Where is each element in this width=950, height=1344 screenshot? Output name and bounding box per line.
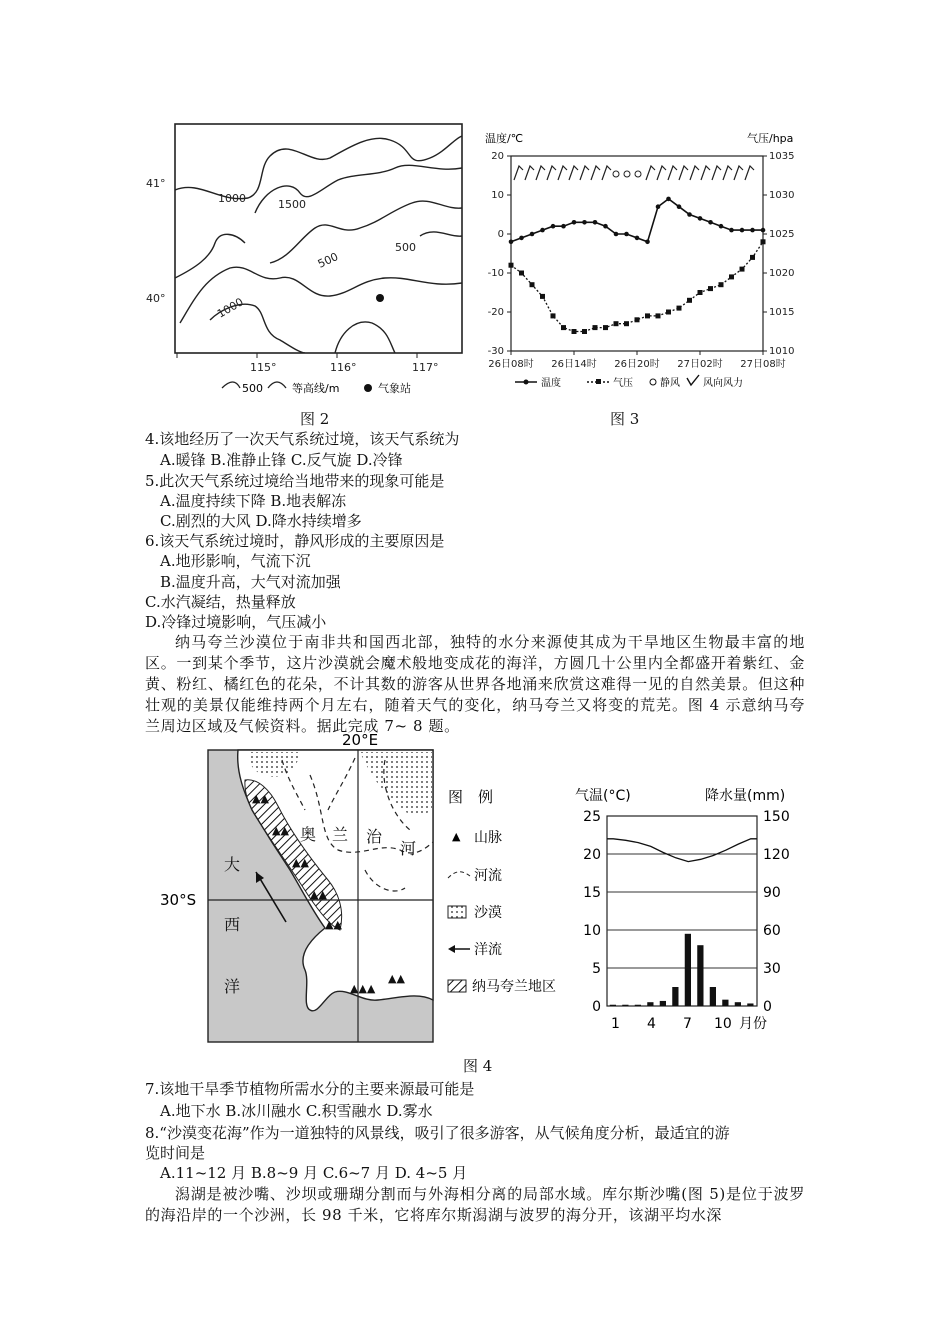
q6-option-a: A.地形影响，气流下沉 xyxy=(160,552,311,570)
legend-wind-text: 风向风力 xyxy=(703,378,743,389)
precipitation-bar xyxy=(735,1002,741,1006)
legend-mountain-text: 山脉 xyxy=(474,830,502,846)
left-axis-tick-label: 20 xyxy=(491,151,504,162)
left-axis-tick-label: 10 xyxy=(583,923,601,939)
pressure-point xyxy=(624,321,629,326)
right-axis-title: 气压/hpa xyxy=(747,132,794,145)
left-axis-tick-label: 20 xyxy=(583,847,601,863)
calm-wind-symbol xyxy=(624,171,630,177)
wind-barb-symbol xyxy=(745,166,754,180)
temperature-point xyxy=(635,236,640,241)
legend-contour-value: 500 xyxy=(242,382,263,395)
legend-wind-symbol xyxy=(687,375,699,385)
temperature-point xyxy=(572,220,577,225)
contour-label: 500 xyxy=(395,241,416,254)
lat-label: 40° xyxy=(146,292,166,305)
legend-calm-text: 静风 xyxy=(660,378,680,389)
left-axis-title: 温度/℃ xyxy=(485,132,524,145)
mountain-icon: ▲▲ xyxy=(252,792,269,805)
pressure-point xyxy=(719,282,724,287)
left-axis-tick-label: 0 xyxy=(592,999,601,1015)
left-axis-tick-label: 10 xyxy=(491,190,504,201)
legend-station-dot xyxy=(364,384,372,392)
precipitation-bar xyxy=(697,945,703,1006)
mountain-icon: ▲▲▲ xyxy=(350,982,376,995)
temperature-point xyxy=(719,224,724,229)
left-axis-tick-label: 15 xyxy=(583,885,601,901)
wind-barb-symbol xyxy=(558,166,567,180)
temperature-point xyxy=(551,224,556,229)
precipitation-bar xyxy=(710,987,716,1006)
q7-stem: 7.该地干旱季节植物所需水分的主要来源最可能是 xyxy=(145,1080,475,1098)
right-axis-tick-label: 90 xyxy=(763,885,781,901)
q7-options: A.地下水 B.冰川融水 C.积雪融水 D.雾水 xyxy=(160,1102,433,1120)
river-name-char: 河 xyxy=(400,839,417,858)
lat-label: 41° xyxy=(146,177,166,190)
weather-station-dot xyxy=(376,294,384,302)
legend-station-text: 气象站 xyxy=(378,382,411,395)
temperature-point xyxy=(740,228,745,233)
lon-label: 116° xyxy=(330,361,357,374)
x-tick-label: 7 xyxy=(683,1016,692,1032)
pressure-point xyxy=(509,263,514,268)
temp-axis-title: 气温(°C) xyxy=(575,788,631,804)
temperature-point xyxy=(540,228,545,233)
wind-barb-symbol xyxy=(569,166,578,180)
pressure-point xyxy=(666,310,671,315)
legend-current-text: 洋流 xyxy=(474,942,502,958)
temperature-point xyxy=(698,216,703,221)
q4-stem: 4.该地经历了一次天气系统过境，该天气系统为 xyxy=(145,430,460,448)
wind-barb-symbol xyxy=(547,166,556,180)
temperature-point xyxy=(677,204,682,209)
x-tick-label: 4 xyxy=(647,1016,656,1032)
q5-options-cd: C.剧烈的大风 D.降水持续增多 xyxy=(160,512,362,530)
wind-barb-symbol xyxy=(668,166,677,180)
precipitation-bar xyxy=(747,1003,753,1006)
pressure-point xyxy=(698,290,703,295)
legend-region-text: 纳马夸兰地区 xyxy=(472,979,556,995)
legend-temp-text: 温度 xyxy=(541,378,561,389)
right-axis-tick-label: 1035 xyxy=(769,151,795,162)
temperature-point xyxy=(519,236,524,241)
x-axis-tick-label: 27日02时 xyxy=(677,359,723,370)
legend-calm-symbol xyxy=(650,379,656,385)
pressure-point xyxy=(572,329,577,334)
lon-label: 117° xyxy=(412,361,439,374)
temperature-point xyxy=(582,220,587,225)
q4-options: A.暖锋 B.准静止锋 C.反气旋 D.冷锋 xyxy=(160,451,403,469)
legend-desert-text: 沙漠 xyxy=(474,905,502,921)
contour-label: 500 xyxy=(315,250,341,271)
temperature-line xyxy=(511,199,763,242)
pressure-point xyxy=(729,274,734,279)
left-axis-tick-label: 5 xyxy=(592,961,601,977)
figure-3-chart xyxy=(475,128,820,393)
figure-4-climate-chart xyxy=(575,780,810,1035)
mountain-icon: ▲▲ xyxy=(325,918,342,931)
wind-barb-symbol xyxy=(536,166,545,180)
pressure-point xyxy=(603,325,608,330)
precipitation-bar xyxy=(635,1005,641,1006)
passage-lagoon: 潟湖是被沙嘴、沙坝或珊瑚分割而与外海相分离的局部水域。库尔斯沙嘴(图 5)是位于波罗的海沿岸的一个沙洲，长 98 千米，它将库尔斯潟湖与波罗的海分开，该湖平均水深 xyxy=(145,1185,805,1224)
figure-4-caption: 图 4 xyxy=(463,1057,493,1075)
legend-contour-symbol xyxy=(268,382,286,388)
wind-barb-symbol xyxy=(646,166,655,180)
figure-3-caption: 图 3 xyxy=(610,410,640,428)
legend-region-symbol xyxy=(448,980,466,992)
temperature-curve xyxy=(607,839,757,862)
temperature-point xyxy=(509,240,514,245)
pressure-point xyxy=(530,282,535,287)
temperature-point xyxy=(593,220,598,225)
pressure-point xyxy=(656,313,661,318)
q8-stem-line1: 8.“沙漠变花海”作为一道独特的风景线，吸引了很多游客，从气候角度分析，最适宜的游 xyxy=(145,1124,730,1142)
q8-stem-line2: 览时间是 xyxy=(145,1144,206,1162)
ocean-name-char: 西 xyxy=(224,915,241,934)
left-axis-tick-label: -10 xyxy=(487,268,504,279)
lat-label-30s: 30°S xyxy=(160,891,197,909)
q6-option-b: B.温度升高，大气对流加强 xyxy=(160,573,341,591)
legend-mountain-icon: ▲ xyxy=(452,830,461,843)
q6-option-c: C.水汽凝结，热量释放 xyxy=(145,593,296,611)
right-axis-tick-label: 1010 xyxy=(769,346,795,357)
pressure-point xyxy=(677,306,682,311)
q5-stem: 5.此次天气系统过境给当地带来的现象可能是 xyxy=(145,472,445,490)
q5-options-ab: A.温度持续下降 B.地表解冻 xyxy=(160,492,347,510)
pressure-point xyxy=(561,325,566,330)
temperature-point xyxy=(750,228,755,233)
calm-wind-symbol xyxy=(613,171,619,177)
wind-barb-symbol xyxy=(657,166,666,180)
legend-contour-text: 等高线/m xyxy=(292,382,340,395)
temperature-point xyxy=(530,232,535,237)
right-axis-tick-label: 1020 xyxy=(769,268,795,279)
wind-barb-symbol xyxy=(690,166,699,180)
passage-namaqua: 纳马夸兰沙漠位于南非共和国西北部，独特的水分来源使其成为干旱地区生物最丰富的地区。一到某个季节，这片沙漠就会魔术般地变成花的海洋，方圆几十公里内全都盛开着紫红、金黄、粉红、橘红色的花朵，不计其数的游客从世界各地涌来欣赏这难得一见的自然美景。但这种壮观的美景仅能维持两个月左右，随着天气的变化，纳马夸兰又将变的荒芜。图 4 示意纳马夸兰周边区域及气候资料。据此完成 7~ 8 题。 xyxy=(145,633,805,735)
x-unit-label: 月份 xyxy=(739,1016,767,1032)
temperature-point xyxy=(614,232,619,237)
legend-river-text: 河流 xyxy=(474,868,502,884)
precipitation-bar xyxy=(685,934,691,1006)
pressure-point xyxy=(761,239,766,244)
mountain-icon: ▲▲ xyxy=(310,888,327,901)
pressure-point xyxy=(645,313,650,318)
precipitation-bar xyxy=(722,1000,728,1006)
left-axis-tick-label: 0 xyxy=(497,229,504,240)
q6-stem: 6.该天气系统过境时，静风形成的主要原因是 xyxy=(145,532,445,550)
wind-barb-symbol xyxy=(580,166,589,180)
mountain-icon: ▲▲ xyxy=(388,972,405,985)
legend-title: 图 例 xyxy=(448,788,494,806)
river-name-char: 奥 xyxy=(300,825,317,844)
lon-label: 115° xyxy=(250,361,277,374)
precipitation-bar xyxy=(647,1002,653,1006)
ocean-name-char: 洋 xyxy=(224,977,241,996)
ocean-name-char: 大 xyxy=(224,855,241,874)
figure-2-contour-map xyxy=(140,118,470,400)
climate-plot-frame xyxy=(607,816,757,1006)
contour-label: 1500 xyxy=(278,198,306,211)
pressure-point xyxy=(582,329,587,334)
precipitation-bar xyxy=(660,1001,666,1006)
right-axis-tick-label: 1015 xyxy=(769,307,795,318)
pressure-point xyxy=(635,317,640,322)
legend-river-symbol xyxy=(448,872,470,878)
wind-barb-symbol xyxy=(525,166,534,180)
pressure-point xyxy=(540,294,545,299)
pressure-point xyxy=(593,325,598,330)
wind-barb-symbol xyxy=(679,166,688,180)
right-axis-tick-label: 60 xyxy=(763,923,781,939)
contour-label: 1000 xyxy=(218,192,246,205)
right-axis-tick-label: 30 xyxy=(763,961,781,977)
right-axis-tick-label: 150 xyxy=(763,809,790,825)
legend-contour-symbol xyxy=(222,382,240,388)
wind-barb-symbol xyxy=(701,166,710,180)
pressure-point xyxy=(708,286,713,291)
x-axis-tick-label: 27日08时 xyxy=(740,359,786,370)
figure-2-caption: 图 2 xyxy=(300,410,330,428)
river-name-char: 治 xyxy=(366,827,383,846)
temperature-point xyxy=(708,220,713,225)
legend-pressure-text: 气压 xyxy=(613,378,633,389)
pressure-point xyxy=(519,271,524,276)
temperature-point xyxy=(645,240,650,245)
x-tick-label: 10 xyxy=(714,1016,732,1032)
precipitation-bar xyxy=(672,987,678,1006)
contour-label: 1000 xyxy=(215,295,246,321)
right-axis-tick-label: 1030 xyxy=(769,190,795,201)
temperature-point xyxy=(624,232,629,237)
temperature-point xyxy=(603,224,608,229)
mountain-icon: ▲▲ xyxy=(292,856,309,869)
right-axis-tick-label: 120 xyxy=(763,847,790,863)
wind-barb-symbol xyxy=(734,166,743,180)
pressure-point xyxy=(750,255,755,260)
x-axis-tick-label: 26日14时 xyxy=(551,359,597,370)
lon-label-20e: 20°E xyxy=(342,731,379,749)
wind-barb-symbol xyxy=(514,166,523,180)
legend-desert-symbol xyxy=(448,906,466,918)
x-tick-label: 1 xyxy=(611,1016,620,1032)
pressure-point xyxy=(551,313,556,318)
temperature-point xyxy=(687,212,692,217)
wind-barb-symbol xyxy=(712,166,721,180)
wind-barb-symbol xyxy=(723,166,732,180)
left-axis-tick-label: -20 xyxy=(487,307,504,318)
precipitation-bar xyxy=(622,1005,628,1006)
pressure-point xyxy=(614,321,619,326)
precipitation-bar xyxy=(610,1005,616,1006)
river-name-char: 兰 xyxy=(332,825,349,844)
temperature-point xyxy=(561,224,566,229)
mountain-icon: ▲▲ xyxy=(272,824,289,837)
pressure-point xyxy=(740,267,745,272)
left-axis-tick-label: -30 xyxy=(487,346,504,357)
q6-option-d: D.冷锋过境影响，气压减小 xyxy=(145,613,327,631)
x-axis-tick-label: 26日08时 xyxy=(488,359,534,370)
calm-wind-symbol xyxy=(635,171,641,177)
pressure-point xyxy=(687,298,692,303)
left-axis-tick-label: 25 xyxy=(583,809,601,825)
temperature-point xyxy=(729,228,734,233)
temperature-point xyxy=(656,204,661,209)
wind-barb-row xyxy=(514,166,754,180)
x-axis-tick-label: 26日20时 xyxy=(614,359,660,370)
temperature-point xyxy=(761,228,766,233)
q8-options: A.11~12 月 B.8~9 月 C.6~7 月 D. 4~5 月 xyxy=(160,1164,468,1182)
right-axis-tick-label: 0 xyxy=(763,999,772,1015)
right-axis-tick-label: 1025 xyxy=(769,229,795,240)
wind-barb-symbol xyxy=(591,166,600,180)
precip-axis-title: 降水量(mm) xyxy=(705,788,786,804)
wind-barb-symbol xyxy=(602,166,611,180)
temperature-point xyxy=(666,197,671,202)
figure-4-map xyxy=(160,730,575,1050)
